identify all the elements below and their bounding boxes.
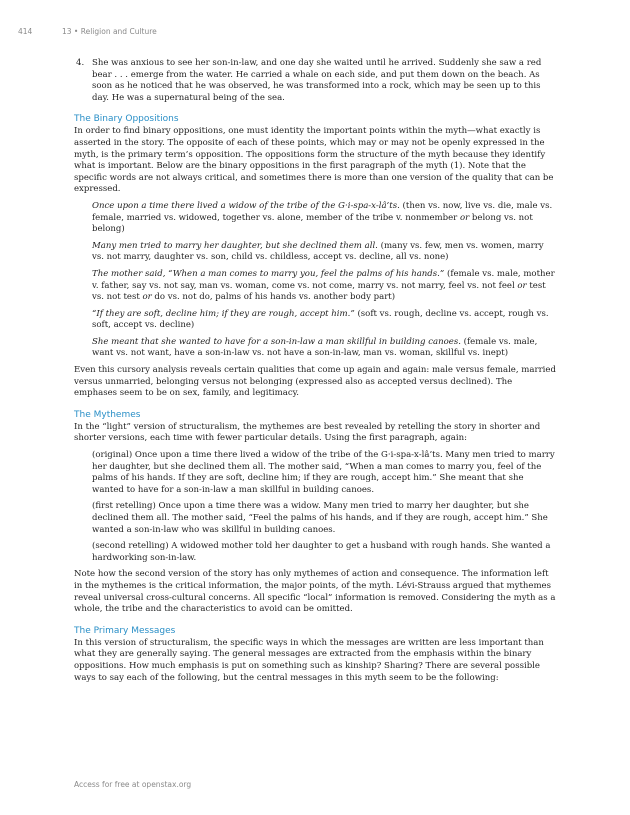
emphasis: or — [142, 292, 152, 303]
analysis-text: (soft vs. rough, decline vs. accept, rough vs. soft, accept vs. decline) — [92, 308, 549, 331]
quote: Many men tried to marry her daughter, but she declined them all. — [92, 240, 378, 251]
paragraph: In order to find binary oppositions, one must identity the important points within the myth—what exactly is asserted in the story. The opposite of each of these points, which may or may not be openly expressed in the myth, is the primary term’s opposition. The oppositions form the structure of the myth because they identify what is important. Below are the binary oppositions in the first paragraph of the myth (1). Note that the specific words are not always critical, and sometimes there is more than one version of the quality that can be expressed. — [74, 126, 554, 195]
quote-analysis — [92, 337, 556, 360]
analysis-text: (female vs. male, mother v. father, say vs. not say, man vs. woman, come vs. not come, marry vs. not marry, feel vs. not feel — [92, 268, 555, 291]
analysis-text: belong vs. not belong) — [92, 212, 533, 235]
emphasis: or — [459, 212, 470, 223]
section-heading-primary-messages: The Primary Messages — [74, 625, 176, 636]
section-heading-mythemes: The Mythemes — [74, 409, 141, 420]
analysis-text: (female vs. male, want vs. not want, have a son-in-law vs. not have a son-in-law, man vs. woman, skillful vs. inept) — [92, 336, 538, 359]
main-content — [74, 58, 556, 689]
list-item-text: She was anxious to see her son-in-law, and one day she waited until he arrived. Suddenly she saw a red bear . . . emerge from the water. He carried a whale on each side, and put them down on the beach. As soon as he noticed that he was observed, he was transformed into a rock, which may be seen up to this day. He was a supernatural being of the sea. — [92, 58, 542, 103]
quote: The mother said, “When a man comes to marry you, feel the palms of his hands.” — [92, 268, 445, 279]
page-number: 414 — [18, 27, 33, 36]
quote-analysis — [92, 269, 556, 304]
paragraph: In this version of structuralism, the specific ways in which the messages are written are less important than what they are generally saying. The general messages are extracted from the emphasis within the binary oppositions. How much emphasis is put on something such as kinship? Sharing? There are several possible ways to say each of the following, but the central messages in this myth seem to be the following: — [74, 637, 544, 683]
section-heading-binary-oppositions: The Binary Oppositions — [74, 114, 179, 125]
page-header — [18, 27, 157, 36]
quote-analysis — [92, 309, 556, 332]
analysis-text: (many vs. few, men vs. women, marry vs. not marry, daughter vs. son, child vs. childless, accept vs. decline, all vs. none) — [92, 240, 544, 263]
analysis-text: test vs. not test — [92, 280, 546, 303]
quote-analysis — [92, 201, 556, 236]
retelling-original: (original) Once upon a time there lived a widow of the tribe of the G·i-spa-x-lâ’ts. Many men tried to marry her daughter, but she declined them all. The mother said, “When a man comes to marry you, feel of the palms of his hands. If they are soft, decline him; if they are rough, accept him.” She meant that she wanted to have for a son-in-law a man skillful in building canoes. — [92, 450, 555, 495]
quote: She meant that she wanted to have for a son-in-law a man skillful in building canoes. — [92, 336, 461, 347]
paragraph: Note how the second version of the story has only mythemes of action and consequence. The information left in the mythemes is the critical information, the major points, of the myth. Lévi-Strauss argued that mythemes reveal universal cross-cultural concerns. All specific “local” information is removed. Considering the myth as a whole, the tribe and the characteristics to avoid can be omitted. — [74, 569, 556, 615]
list-item — [74, 58, 556, 104]
paragraph: In the “light” version of structuralism, the mythemes are best revealed by retelling the story in shorter and shorter versions, each time with fewer particular details. Using the first paragraph, again: — [74, 421, 541, 444]
paragraph: Even this cursory analysis reveals certain qualities that come up again and again: male versus female, married versus unmarried, belonging versus not belonging (expressed also as accepted versus declined). The emphases seem to be on sex, family, and legitimacy. — [74, 365, 556, 399]
retelling-second: (second retelling) A widowed mother told her daughter to get a husband with rough hands. She wanted a hardworking son-in-law. — [92, 541, 551, 563]
analysis-text: do vs. not do, palms of his hands vs. another body part) — [151, 292, 396, 303]
chapter-title: 13 • Religion and Culture — [62, 27, 157, 36]
retelling-first: (first retelling) Once upon a time there was a widow. Many men tried to marry her daughter, but she declined them all. The mother said, “Feel the palms of his hands, and if they are rough, accept him.” She wanted a son-in-law who was skillful in building canoes. — [92, 501, 548, 535]
list-number: 4. — [76, 58, 85, 68]
analysis-text: (then vs. now, live vs. die, male vs. female, married vs. widowed, together vs. alone, member of the tribe v. nonmember — [92, 200, 553, 223]
quote: Once upon a time there lived a widow of the tribe of the G·i-spa-x-lâ’ts. — [92, 200, 400, 211]
quote: “If they are soft, decline him; if they are rough, accept him.” — [92, 308, 355, 319]
emphasis: or — [517, 280, 527, 291]
quote-analysis — [92, 241, 556, 264]
page-footer: Access for free at openstax.org — [74, 780, 192, 789]
